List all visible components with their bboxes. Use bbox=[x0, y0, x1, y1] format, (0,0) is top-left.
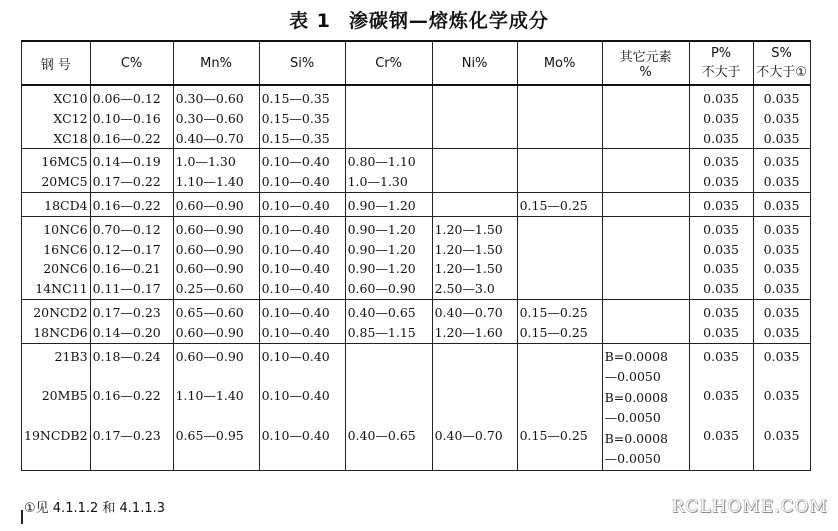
cell-line: 0.10—0.16 bbox=[92, 110, 161, 126]
cell-line bbox=[348, 406, 430, 426]
cell-line: 0.60—0.90 bbox=[175, 348, 244, 364]
cell-line: B=0.0008 bbox=[604, 430, 668, 446]
cell-s bbox=[753, 343, 810, 470]
cell-c bbox=[90, 192, 173, 216]
cell-line: 0.30—0.60 bbox=[175, 110, 244, 126]
cell-s bbox=[753, 192, 810, 216]
cell-other bbox=[602, 192, 689, 216]
cell-line bbox=[93, 406, 171, 426]
cell-line bbox=[176, 366, 257, 386]
cell-grades bbox=[22, 192, 91, 216]
cell-mo bbox=[517, 343, 602, 470]
cell-si bbox=[259, 85, 345, 149]
composition-table bbox=[21, 40, 811, 471]
cell-line bbox=[692, 366, 751, 386]
header-row bbox=[22, 41, 811, 85]
cell-line: 0.16—0.21 bbox=[92, 261, 161, 277]
cell-line: 0.035 bbox=[703, 91, 739, 106]
cell-line: 0.17—0.22 bbox=[92, 174, 161, 190]
cell-line: 0.90—1.20 bbox=[347, 261, 416, 277]
cell-p bbox=[689, 192, 753, 216]
cell-line: 0.90—1.20 bbox=[347, 241, 416, 257]
cell-p bbox=[689, 149, 753, 193]
cell-line bbox=[176, 406, 257, 426]
cell-line: 1.20—1.50 bbox=[434, 221, 503, 237]
cell-s bbox=[753, 149, 810, 193]
cell-cr bbox=[345, 192, 432, 216]
cell-line: 0.40—0.70 bbox=[434, 427, 503, 443]
cell-line: 0.035 bbox=[703, 154, 739, 170]
cell-line bbox=[692, 446, 751, 466]
cell-line: 0.035 bbox=[703, 304, 739, 320]
cell-c bbox=[90, 149, 173, 193]
cell-ni bbox=[432, 85, 517, 149]
cell-cr bbox=[345, 299, 432, 343]
cell-line: 0.15—0.35 bbox=[261, 130, 330, 146]
cell-line: 0.90—1.20 bbox=[347, 197, 416, 213]
cell-line: 18NCD6 bbox=[33, 324, 88, 340]
cell-line: B=0.0008 bbox=[604, 389, 668, 405]
table-row-group bbox=[22, 149, 811, 193]
cell-mn bbox=[173, 216, 259, 299]
cell-mn bbox=[173, 192, 259, 216]
cell-line: 0.10—0.40 bbox=[261, 324, 330, 340]
header-other-line1: 其它元素 bbox=[619, 50, 672, 65]
cell-cr bbox=[345, 343, 432, 470]
cell-line bbox=[348, 446, 430, 466]
cell-line bbox=[262, 446, 343, 466]
cell-line: —0.0050 bbox=[604, 410, 661, 426]
cell-line: 0.10—0.40 bbox=[261, 174, 330, 190]
cell-line: 0.10—0.40 bbox=[261, 348, 330, 364]
cell-line bbox=[520, 347, 600, 367]
cell-grades bbox=[22, 299, 91, 343]
cell-line: 0.035 bbox=[703, 174, 739, 190]
cell-line: 0.035 bbox=[703, 427, 739, 443]
cell-line: 0.10—0.40 bbox=[261, 304, 330, 320]
cell-line: 0.10—0.40 bbox=[261, 221, 330, 237]
cell-line bbox=[435, 347, 515, 367]
cell-line: 1.0—1.30 bbox=[175, 154, 236, 170]
header-ni: Ni% bbox=[432, 41, 517, 85]
cell-line: 0.035 bbox=[763, 197, 800, 213]
cell-line: 20NCD2 bbox=[33, 304, 88, 320]
cell-line: 0.035 bbox=[763, 91, 800, 106]
cell-line: 0.035 bbox=[763, 221, 800, 237]
cell-ni bbox=[432, 192, 517, 216]
cell-line: 0.14—0.19 bbox=[92, 154, 161, 170]
cell-grades bbox=[22, 85, 91, 149]
cell-mo bbox=[517, 299, 602, 343]
cell-line: 2.50—3.0 bbox=[434, 281, 495, 297]
table-caption: 渗碳钢—熔炼化学成分 bbox=[348, 10, 549, 32]
cell-s bbox=[753, 85, 810, 149]
cell-line: 0.15—0.35 bbox=[261, 110, 330, 126]
cell-mo bbox=[517, 192, 602, 216]
cell-line: 0.70—0.12 bbox=[92, 221, 161, 237]
header-p-line1: P% bbox=[710, 46, 732, 61]
cell-grades bbox=[22, 149, 91, 193]
cell-line: 0.80—1.10 bbox=[347, 154, 416, 170]
cell-c bbox=[90, 299, 173, 343]
cell-si bbox=[259, 192, 345, 216]
cell-line: 0.035 bbox=[763, 154, 800, 170]
cell-line: 0.035 bbox=[763, 388, 800, 404]
cell-line: 18CD4 bbox=[44, 197, 88, 213]
cell-line bbox=[24, 366, 88, 386]
cell-mn bbox=[173, 149, 259, 193]
header-mn: Mn% bbox=[173, 41, 259, 85]
header-p bbox=[689, 41, 753, 85]
cell-line: 1.20—1.60 bbox=[434, 324, 503, 340]
cell-line bbox=[520, 366, 600, 386]
cell-cr bbox=[345, 85, 432, 149]
header-cr: Cr% bbox=[345, 41, 432, 85]
cell-other bbox=[602, 343, 689, 470]
header-other bbox=[602, 41, 689, 85]
cell-line bbox=[435, 386, 515, 406]
cell-line bbox=[435, 406, 515, 426]
cell-ni bbox=[432, 343, 517, 470]
cell-line: 0.10—0.40 bbox=[261, 241, 330, 257]
cell-line: 0.035 bbox=[763, 304, 800, 320]
cell-line: 0.035 bbox=[703, 221, 739, 237]
header-s bbox=[753, 41, 810, 85]
cell-s bbox=[753, 299, 810, 343]
cell-line bbox=[348, 347, 430, 367]
cell-line bbox=[435, 446, 515, 466]
table-row-group bbox=[22, 85, 811, 149]
watermark: RCLHOME.COM bbox=[671, 497, 828, 517]
cell-line bbox=[348, 366, 430, 386]
cell-line: 0.90—1.20 bbox=[347, 221, 416, 237]
cell-line: 0.40—0.65 bbox=[347, 427, 416, 443]
cell-line: 0.035 bbox=[703, 281, 739, 297]
cell-line: 0.15—0.25 bbox=[519, 324, 588, 340]
cell-line: 0.17—0.23 bbox=[92, 427, 161, 443]
cell-line: 1.20—1.50 bbox=[434, 241, 503, 257]
cell-line: 0.12—0.17 bbox=[92, 241, 161, 257]
cell-c bbox=[90, 343, 173, 470]
table-row-group bbox=[22, 192, 811, 216]
cell-line bbox=[262, 406, 343, 426]
cell-line: 0.035 bbox=[763, 130, 800, 146]
cell-line: 0.035 bbox=[703, 241, 739, 257]
cell-line: 1.20—1.50 bbox=[434, 261, 503, 277]
cell-line: 0.16—0.22 bbox=[92, 130, 161, 146]
cell-line: 0.035 bbox=[763, 174, 800, 190]
cell-line: 16NC6 bbox=[43, 241, 88, 257]
cell-ni bbox=[432, 216, 517, 299]
cell-line: 0.60—0.90 bbox=[175, 261, 244, 277]
cell-line bbox=[93, 446, 171, 466]
cell-line: 0.035 bbox=[703, 261, 739, 277]
cell-line: 0.18—0.24 bbox=[92, 348, 161, 364]
table-title bbox=[0, 6, 838, 33]
cell-line: 0.035 bbox=[763, 324, 800, 340]
cell-grades bbox=[22, 343, 91, 470]
cell-line bbox=[93, 366, 171, 386]
cell-line: 10NC6 bbox=[43, 221, 88, 237]
cell-line: 0.60—0.90 bbox=[175, 197, 244, 213]
cell-line: 0.035 bbox=[703, 348, 739, 364]
cell-line: XC18 bbox=[53, 130, 88, 146]
cell-line: 16MC5 bbox=[41, 154, 88, 170]
cell-line: 0.035 bbox=[703, 197, 739, 213]
cell-line: 0.10—0.40 bbox=[261, 427, 330, 443]
cell-line: 0.17—0.23 bbox=[92, 304, 161, 320]
cell-line: 0.10—0.40 bbox=[261, 154, 330, 170]
cell-line: 0.15—0.25 bbox=[519, 427, 588, 443]
cell-line: 20MB5 bbox=[41, 388, 88, 404]
header-grade: 钢 号 bbox=[22, 41, 91, 85]
cell-line: 0.60—0.90 bbox=[347, 281, 416, 297]
cell-line bbox=[176, 446, 257, 466]
cell-line: 1.10—1.40 bbox=[175, 174, 244, 190]
cell-p bbox=[689, 85, 753, 149]
header-si: Si% bbox=[259, 41, 345, 85]
cell-line bbox=[348, 386, 430, 406]
cell-line: 0.14—0.20 bbox=[92, 324, 161, 340]
cell-line: 0.60—0.90 bbox=[175, 324, 244, 340]
cell-line: 0.035 bbox=[763, 427, 800, 443]
cell-line: XC12 bbox=[53, 110, 88, 126]
cell-line: 0.06—0.12 bbox=[92, 91, 161, 106]
cell-line bbox=[756, 446, 808, 466]
cell-line: 0.60—0.90 bbox=[175, 221, 244, 237]
cell-c bbox=[90, 216, 173, 299]
cell-ni bbox=[432, 299, 517, 343]
cell-line bbox=[520, 406, 600, 426]
cell-line: 0.11—0.17 bbox=[92, 281, 161, 297]
cell-line: 0.16—0.22 bbox=[92, 197, 161, 213]
cell-mn bbox=[173, 85, 259, 149]
cell-line: 19NCDB2 bbox=[24, 427, 88, 443]
cell-line bbox=[262, 366, 343, 386]
cell-other bbox=[602, 85, 689, 149]
cell-line: 0.035 bbox=[763, 348, 800, 364]
header-s-line2: 不大于① bbox=[756, 65, 807, 80]
cell-other bbox=[602, 149, 689, 193]
cell-mo bbox=[517, 149, 602, 193]
cell-p bbox=[689, 343, 753, 470]
header-other-line2: % bbox=[639, 65, 652, 80]
cell-line: 0.035 bbox=[763, 241, 800, 257]
cell-line: 0.035 bbox=[763, 281, 800, 297]
cell-line: 0.30—0.60 bbox=[175, 91, 244, 106]
cell-si bbox=[259, 299, 345, 343]
table-row-group bbox=[22, 299, 811, 343]
cell-line: 0.035 bbox=[763, 110, 800, 126]
cell-cr bbox=[345, 149, 432, 193]
cell-line bbox=[756, 406, 808, 426]
cell-other bbox=[602, 216, 689, 299]
cell-line bbox=[692, 406, 751, 426]
cell-s bbox=[753, 216, 810, 299]
cell-line: 1.0—1.30 bbox=[347, 174, 408, 190]
cell-line: 0.15—0.25 bbox=[519, 304, 588, 320]
cell-p bbox=[689, 299, 753, 343]
cell-line: 0.10—0.40 bbox=[261, 281, 330, 297]
header-p-line2: 不大于 bbox=[701, 65, 741, 80]
cell-line: 0.10—0.40 bbox=[261, 261, 330, 277]
cell-line: 0.035 bbox=[763, 261, 800, 277]
table-row-group bbox=[22, 343, 811, 470]
cell-grades bbox=[22, 216, 91, 299]
cell-line: 21B3 bbox=[54, 348, 88, 364]
cell-si bbox=[259, 216, 345, 299]
cell-si bbox=[259, 343, 345, 470]
cell-mn bbox=[173, 343, 259, 470]
cell-line: B=0.0008 bbox=[604, 348, 668, 364]
cell-line: 0.10—0.40 bbox=[261, 388, 330, 404]
cell-mn bbox=[173, 299, 259, 343]
cell-line: XC10 bbox=[53, 91, 88, 106]
header-c: C% bbox=[90, 41, 173, 85]
cell-cr bbox=[345, 216, 432, 299]
cell-c bbox=[90, 85, 173, 149]
cell-line: 0.65—0.95 bbox=[175, 427, 244, 443]
cell-line: 0.85—1.15 bbox=[347, 324, 416, 340]
cell-line: 0.15—0.25 bbox=[519, 197, 588, 213]
cell-line bbox=[520, 386, 600, 406]
cell-line: 0.40—0.70 bbox=[434, 304, 503, 320]
cell-ni bbox=[432, 149, 517, 193]
cell-line: 0.035 bbox=[703, 324, 739, 340]
cell-si bbox=[259, 149, 345, 193]
cell-line: 0.035 bbox=[703, 130, 739, 146]
cell-other bbox=[602, 299, 689, 343]
table-number: 表 1 bbox=[289, 10, 331, 32]
cell-line: 0.40—0.70 bbox=[175, 130, 244, 146]
cell-line: 0.25—0.60 bbox=[175, 281, 244, 297]
cell-mo bbox=[517, 216, 602, 299]
footnote-rule bbox=[21, 510, 23, 524]
cell-mo bbox=[517, 85, 602, 149]
cell-line bbox=[520, 446, 600, 466]
cell-p bbox=[689, 216, 753, 299]
cell-line: 0.60—0.90 bbox=[175, 241, 244, 257]
cell-line: 20MC5 bbox=[41, 174, 88, 190]
cell-line bbox=[24, 406, 88, 426]
header-mo: Mo% bbox=[517, 41, 602, 85]
cell-line: 0.035 bbox=[703, 110, 739, 126]
cell-line bbox=[435, 366, 515, 386]
footnote: ①见 4.1.1.2 和 4.1.1.3 bbox=[24, 501, 166, 516]
cell-line: 0.10—0.40 bbox=[261, 197, 330, 213]
cell-line: —0.0050 bbox=[604, 451, 661, 467]
cell-line: 1.10—1.40 bbox=[175, 388, 244, 404]
header-s-line1: S% bbox=[771, 46, 792, 61]
cell-line: 0.40—0.65 bbox=[347, 304, 416, 320]
cell-line bbox=[24, 446, 88, 466]
cell-line: 0.035 bbox=[703, 388, 739, 404]
cell-line: 0.15—0.35 bbox=[261, 91, 330, 106]
cell-line: 0.65—0.60 bbox=[175, 304, 244, 320]
cell-line: 0.16—0.22 bbox=[92, 388, 161, 404]
table-row-group bbox=[22, 216, 811, 299]
cell-line: 20NC6 bbox=[43, 261, 88, 277]
cell-line: 14NC11 bbox=[35, 281, 88, 297]
cell-line: —0.0050 bbox=[604, 369, 661, 385]
cell-line bbox=[756, 366, 808, 386]
